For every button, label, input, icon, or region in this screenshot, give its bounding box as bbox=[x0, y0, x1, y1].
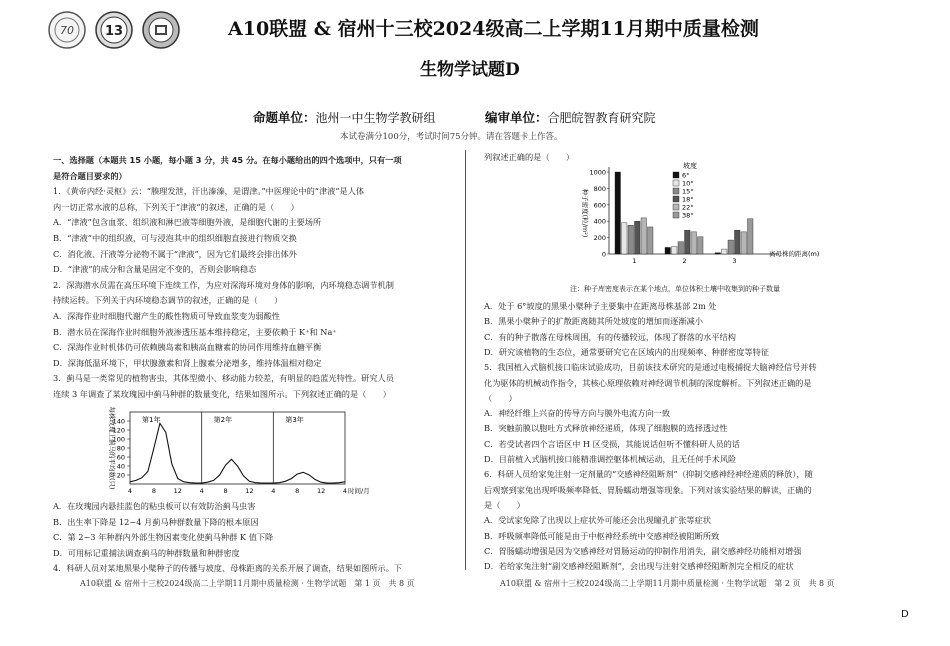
text-line: A．深海作业时细胞代谢产生的酸性物质可导致血浆变为弱酸性 bbox=[53, 311, 280, 321]
seed-bar bbox=[715, 253, 721, 254]
text-line: 连续 3 年调查了某玫瑰园中蓟马种群的数量变化，结果如图所示。下列叙述正确的是（ ） bbox=[53, 389, 391, 399]
text-line: 2．深海潜水员需在高压环境下连续工作，为应对深海环境对身体的影响，内环境稳态调节机制 bbox=[53, 279, 394, 290]
proposer-label: 命题单位： bbox=[253, 110, 316, 125]
seed-density-chart bbox=[565, 162, 895, 282]
y-tick-label: 60 bbox=[116, 453, 125, 462]
svg-text:70: 70 bbox=[60, 24, 74, 37]
y-tick-label: 120 bbox=[112, 426, 125, 435]
legend-swatch bbox=[673, 204, 679, 210]
y-tick-label: 140 bbox=[112, 417, 125, 426]
x-axis-label: 时间/月 bbox=[348, 487, 370, 495]
text-line: 内一切正常水液的总称，下列关于“津液”的叙述，正确的是（ ） bbox=[53, 201, 299, 212]
seed-bar bbox=[698, 237, 704, 254]
text-line: 列叙述正确的是（ ） bbox=[484, 152, 575, 162]
chart2-x-tick-label: 2 bbox=[682, 257, 687, 265]
text-line: 一、选择题（本题共 15 小题，每小题 3 分，共 45 分。在每小题给出的四个选项中，只有一项 bbox=[53, 155, 402, 165]
chart2-x-label: 离母株的距离(m) bbox=[769, 250, 820, 258]
text-line: C．第 2~3 年种群内外部生物因素变化使蓟马种群 K 值下降 bbox=[53, 532, 274, 542]
text-line: D．深海低温环境下，甲状腺激素和肾上腺素分泌增多，维持体温相对稳定 bbox=[53, 357, 322, 368]
footer-page-2: A10联盟 & 宿州十三校2024级高二上学期11月期中质量检测 · 生物学试题 第 2 页 共 8 页 bbox=[500, 579, 835, 588]
thrips-population-chart bbox=[70, 404, 370, 500]
y-tick-label: 20 bbox=[116, 471, 125, 480]
x-tick-label: 12 bbox=[173, 487, 182, 495]
y-tick-label: 100 bbox=[112, 435, 125, 444]
text-line: 持续运转。下列关于内环境稳态调节的叙述，正确的是（ ） bbox=[53, 295, 283, 306]
education-seal-logo bbox=[142, 11, 180, 49]
seed-bar bbox=[741, 232, 747, 254]
text-line: A．在玫瑰园内悬挂蓝色的粘虫板可以有效防治蓟马虫害 bbox=[53, 501, 256, 511]
legend-label: 15° bbox=[682, 187, 694, 196]
x-tick-label: 12 bbox=[245, 487, 254, 495]
legend-swatch bbox=[673, 212, 679, 218]
legend-swatch bbox=[673, 172, 679, 178]
thrips-series-line bbox=[130, 423, 345, 483]
seed-bar bbox=[678, 242, 684, 254]
x-tick-label: 8 bbox=[295, 487, 300, 495]
text-line: B．出生率下降是 12~4 月蓟马种群数量下降的根本原因 bbox=[53, 516, 259, 527]
page-letter: D bbox=[901, 609, 909, 620]
y-tick-label: 40 bbox=[116, 462, 125, 471]
legend-swatch bbox=[673, 196, 679, 202]
x-tick-label: 12 bbox=[316, 487, 326, 495]
text-line: 是符合题目要求的） bbox=[53, 170, 127, 181]
panel-label: 第3年 bbox=[285, 416, 304, 424]
text-line: B．潜水员在深海作业时细胞外液渗透压基本维持稳定，主要依赖于 K⁺和 Na⁺ bbox=[53, 326, 337, 337]
text-line: 后观察到家兔出现呼吸频率降低、胃肠蠕动增强等现象。下列对该实验结果的解读，正确的 bbox=[484, 484, 812, 495]
seed-bar bbox=[622, 223, 628, 254]
legend-label: 10° bbox=[682, 179, 694, 188]
seed-bar bbox=[685, 230, 691, 254]
x-tick-label: 4 bbox=[127, 487, 133, 495]
text-line: A．神经纤维上兴奋的传导方向与膜外电流方向一致 bbox=[484, 408, 671, 419]
text-line: C．深海作业时机体仍可依赖胰岛素和胰高血糖素的协同作用维持血糖平衡 bbox=[53, 342, 322, 353]
seed-bar bbox=[615, 172, 621, 254]
text-line: C．胃肠蠕动增强是因为交感神经对胃肠运动的抑制作用消失，副交感神经功能相对增强 bbox=[484, 545, 802, 556]
y-axis-label: 每株玫瑰上蓟马的平均数(只) bbox=[108, 406, 116, 490]
chart2-y-tick-label: 200 bbox=[593, 234, 606, 243]
panel-label: 第2年 bbox=[213, 416, 233, 424]
chart2-y-label: 种子密度(粒/m²) bbox=[581, 188, 589, 238]
seed-bar bbox=[665, 247, 671, 254]
legend-label: 6° bbox=[682, 171, 690, 180]
chart2-x-tick-label: 1 bbox=[632, 257, 637, 265]
text-line: C．若受试者四个言语区中 H 区受损，其能说话但听不懂科研人员的话 bbox=[484, 438, 741, 449]
svg-text:13: 13 bbox=[104, 24, 124, 39]
text-line: B．呼吸频率降低可能是由于中枢神经系统中交感神经被阻断所致 bbox=[484, 530, 720, 541]
reviewer-label: 编审单位： bbox=[485, 110, 548, 125]
legend-label: 18° bbox=[682, 195, 694, 204]
text-line: D．研究该植物的生态位，通常要研究它在区域内的出现频率、种群密度等特征 bbox=[484, 346, 769, 357]
text-line: 3．蓟马是一类常见的植物害虫，其体型微小、移动能力较差，有明显的趋蓝光特性。研究人员 bbox=[53, 373, 394, 384]
exam-subtitle: 生物学试题D bbox=[420, 60, 520, 80]
text-line: A．“津液”包含血浆、组织液和淋巴液等细胞外液，是细胞代谢的主要场所 bbox=[53, 217, 322, 228]
seed-bar bbox=[635, 221, 641, 254]
seed-bar bbox=[672, 247, 678, 254]
text-line: 4．科研人员对某地黑果小檗种子的传播与坡度、母株距离的关系开展了调查，结果如图所示。下 bbox=[53, 563, 403, 573]
x-tick-label: 4 bbox=[199, 487, 204, 495]
legend-swatch bbox=[673, 180, 679, 186]
text-line: 1．《黄帝内经·灵枢》云：“腠理发泄，汗出溱溱，是谓津。”中医理论中的“津液”是人体 bbox=[53, 186, 365, 197]
text-line: A．处于 6°坡度的黑果小檗种子主要集中在距离母株基部 2m 处 bbox=[484, 301, 717, 311]
text-line: B．黑果小檗种子的扩散距离随其所处坡度的增加而逐渐减小 bbox=[484, 316, 703, 327]
exam-note: 本试卷满分100分，考试时间75分钟。请在答题卡上作答。 bbox=[340, 132, 563, 142]
chart2-x-tick-label: 3 bbox=[732, 257, 737, 265]
chart2-footnote: 注：种子库密度表示在某个地点，单位体积土壤中收集到的种子数量 bbox=[570, 285, 780, 293]
footer-page-1: A10联盟 & 宿州十三校2024级高二上学期11月期中质量检测 · 生物学试题 第 1 页 共 8 页 bbox=[80, 579, 415, 588]
legend-swatch bbox=[673, 188, 679, 194]
proposer-unit bbox=[253, 108, 436, 126]
legend-title: 坡度 bbox=[683, 162, 697, 170]
text-line: D．可用标记重捕法调查蓟马的种群数量和种群密度 bbox=[53, 547, 240, 558]
x-tick-label: 4 bbox=[342, 487, 348, 495]
x-tick-label: 8 bbox=[223, 487, 228, 495]
seed-bar bbox=[722, 249, 728, 254]
circular-seal-logo bbox=[48, 11, 86, 49]
text-line: A．受试家兔除了出现以上症状外可能还会出现瞳孔扩张等症状 bbox=[484, 515, 711, 526]
text-line: 6．科研人员给家兔注射一定剂量的“交感神经阻断剂”（抑制交感神经神经递质的释放），随 bbox=[484, 469, 813, 480]
chart2-y-tick-label: 1000 bbox=[589, 168, 606, 177]
seed-bar bbox=[648, 227, 654, 254]
seed-bar bbox=[735, 230, 741, 254]
text-line: D．目前植入式脑机接口能精准调控躯体机械运动，且无任何手术风险 bbox=[484, 454, 737, 464]
chart2-y-tick-label: 800 bbox=[593, 184, 606, 193]
text-line: C．消化液、汗液等分泌物不属于“津液”，因为它们最终会排出体外 bbox=[53, 248, 297, 259]
seed-bar bbox=[641, 218, 647, 254]
x-tick-label: 8 bbox=[151, 487, 156, 495]
legend-label: 22° bbox=[682, 203, 694, 212]
text-line: C．有的种子散落在母株周围，有的传播较远，体现了群落的水平结构 bbox=[484, 331, 736, 342]
text-line: D．若给家兔注射“副交感神经阻断剂”，会出现与注射交感神经阻断剂完全相反的症状 bbox=[484, 561, 794, 572]
text-line: 是（ ） bbox=[484, 499, 525, 510]
seed-bar bbox=[748, 219, 754, 254]
seed-bar bbox=[728, 240, 734, 254]
proposer-value: 池州一中生物学教研组 bbox=[315, 111, 436, 125]
y-tick-label: 80 bbox=[116, 444, 125, 453]
exam-title: A10联盟 & 宿州十三校2024级高二上学期11月期中质量检测 bbox=[228, 18, 759, 40]
panel-label: 第1年 bbox=[142, 416, 161, 424]
chart2-y-tick-label: 0 bbox=[601, 250, 606, 259]
text-line: D．“津液”的成分和含量是固定不变的，否则会影响稳态 bbox=[53, 264, 257, 275]
text-line: 化为驱体的机械动作指令，其核心原理依赖对神经调节机制的深度解析。下列叙述正确的是 bbox=[484, 377, 812, 388]
school-13-logo bbox=[95, 11, 133, 49]
text-line: B．突触前膜以胞吐方式释放神经递质，体现了细胞膜的选择透过性 bbox=[484, 423, 728, 434]
text-line: B．“津液”中的组织液，可与浸泡其中的组织细胞直接进行物质交换 bbox=[53, 233, 297, 243]
chart1-frame bbox=[130, 412, 345, 484]
x-tick-label: 4 bbox=[271, 487, 276, 495]
legend-label: 38° bbox=[682, 211, 694, 220]
reviewer-value: 合肥皖智教育研究院 bbox=[547, 111, 656, 125]
seed-bar bbox=[628, 225, 634, 254]
text-line: 5．我国植入式脑机接口临床试验成功，目前该技术研究的是通过电极捕捉大脑神经信号并转 bbox=[484, 362, 817, 373]
chart2-y-tick-label: 600 bbox=[593, 201, 606, 210]
text-line: （ ） bbox=[484, 392, 517, 403]
reviewer-unit bbox=[485, 108, 656, 126]
seed-bar bbox=[691, 232, 697, 254]
column-divider bbox=[465, 150, 466, 570]
chart2-y-tick-label: 400 bbox=[593, 217, 606, 226]
